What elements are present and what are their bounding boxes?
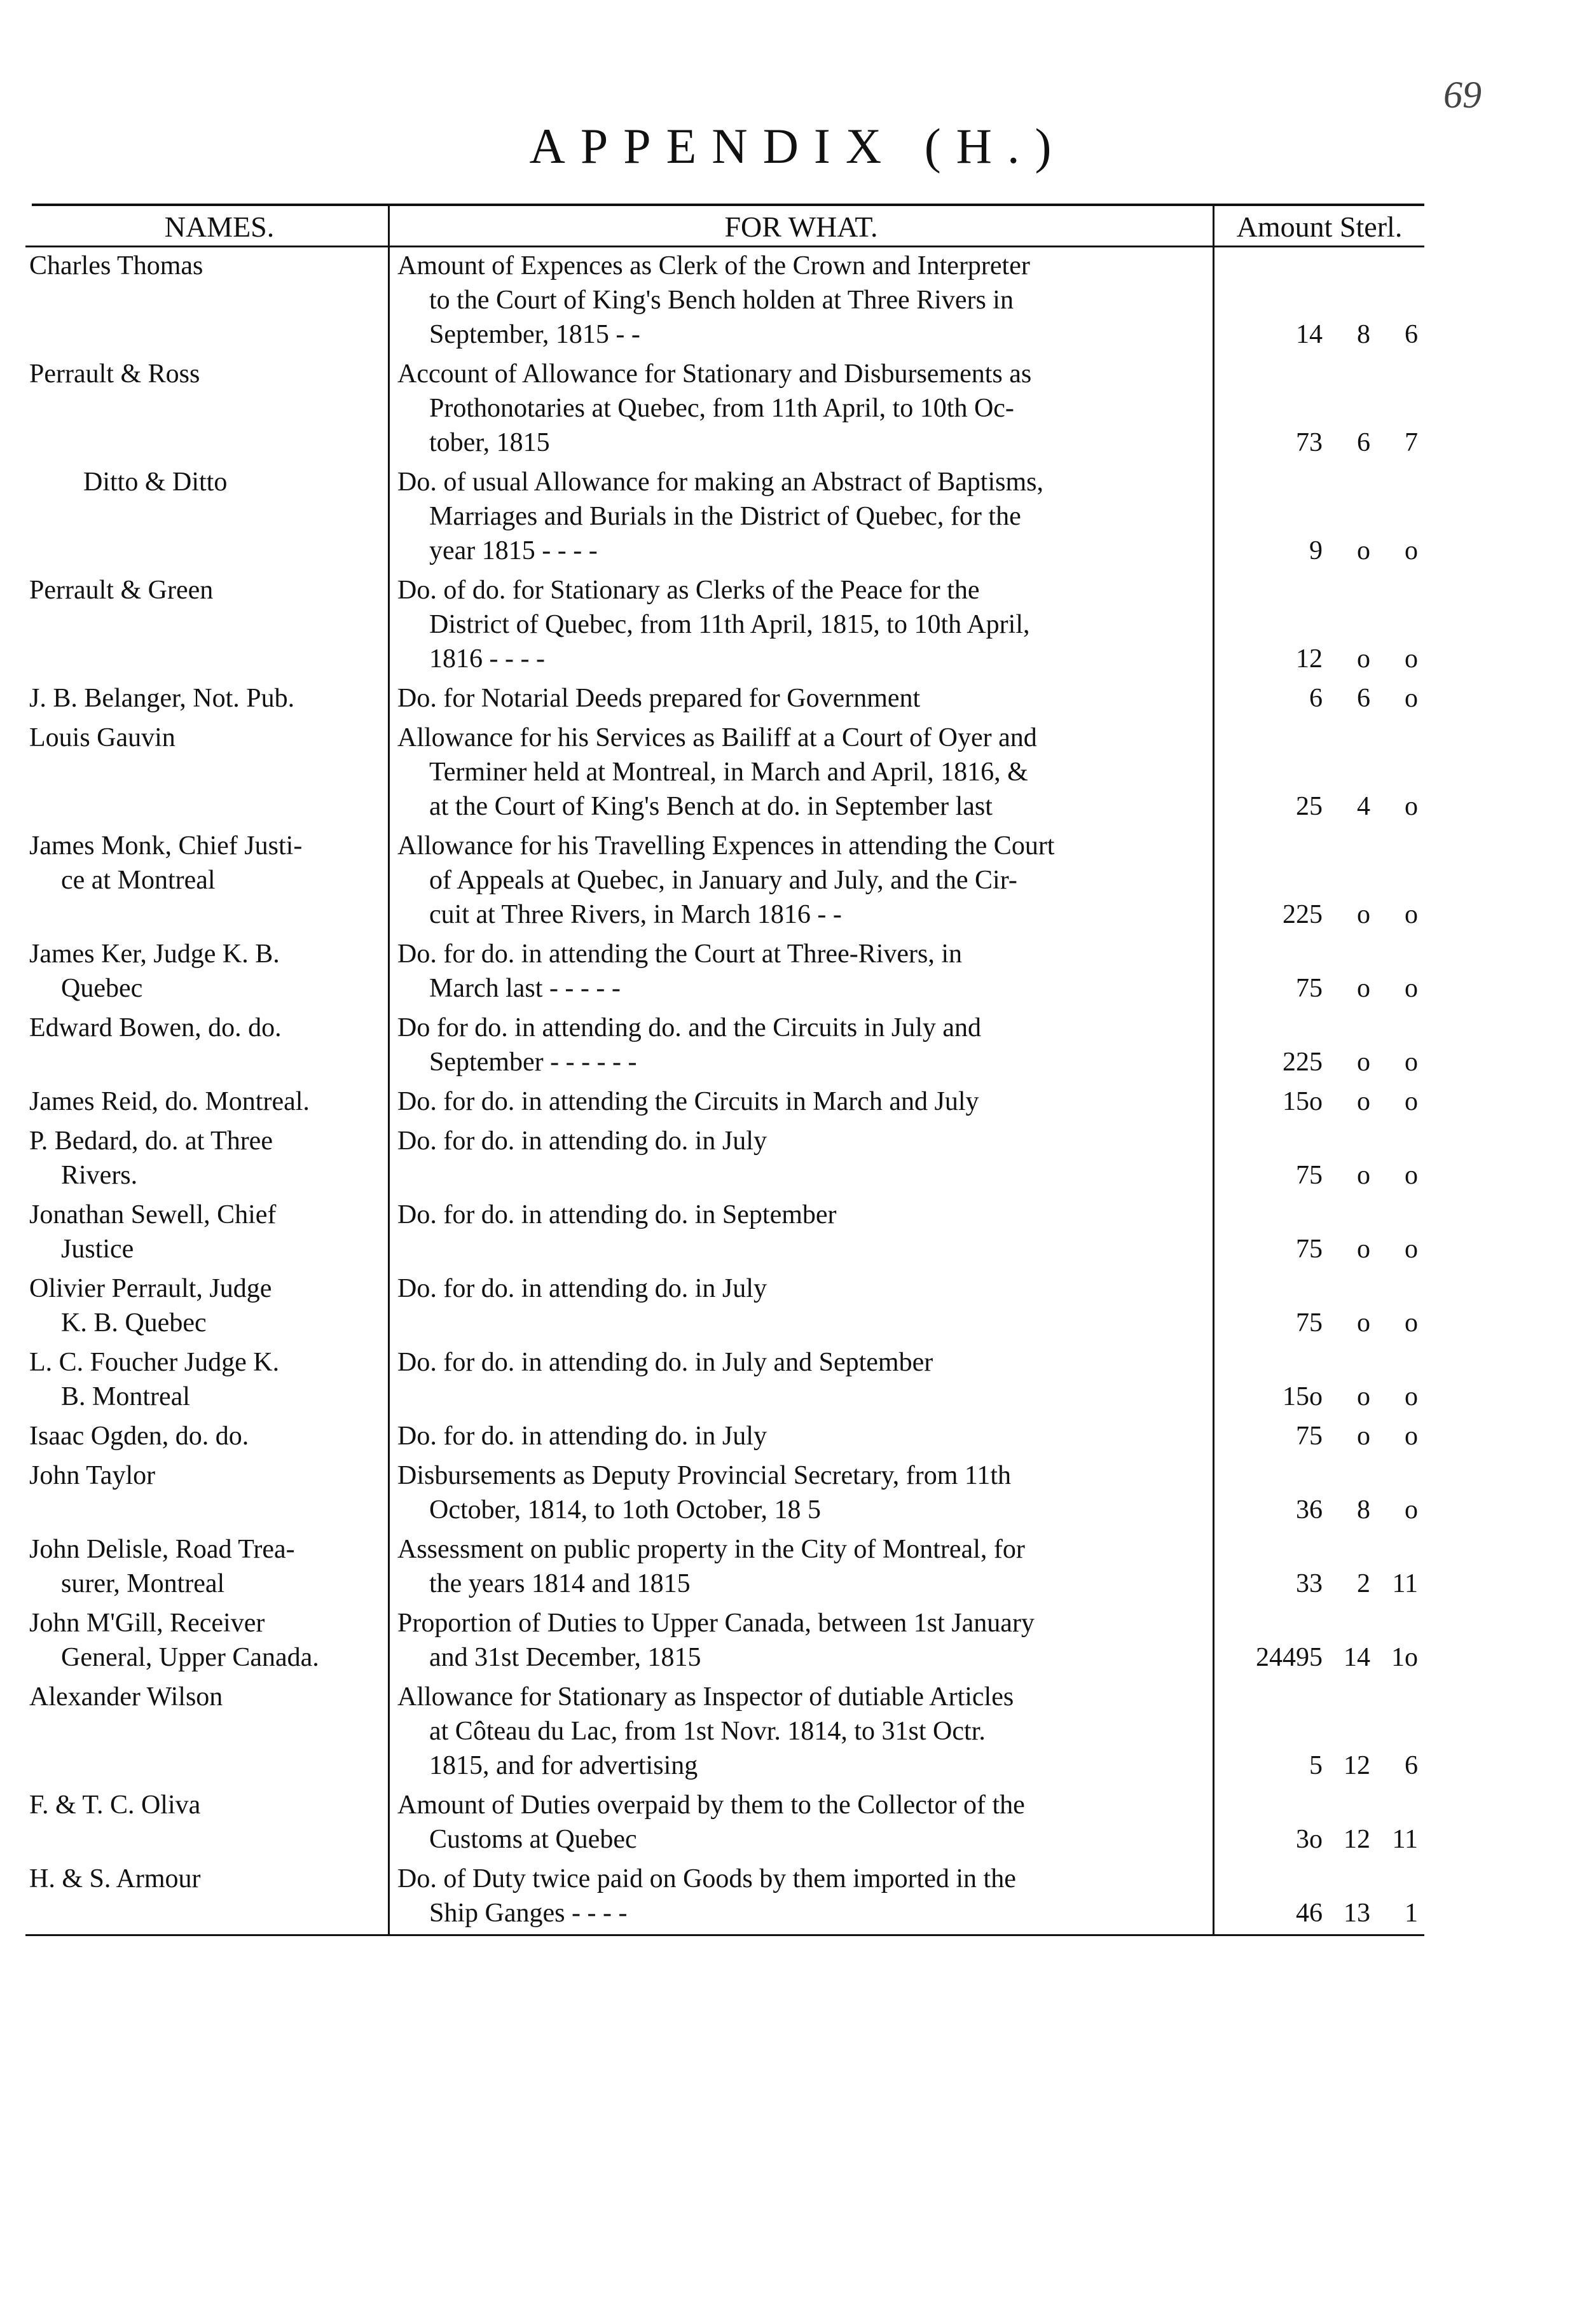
amount-cell — [1214, 1123, 1424, 1196]
amount-cell — [1214, 247, 1424, 356]
description-line: tober, 1815 — [429, 428, 550, 457]
amount-pounds: 24495 — [1256, 1643, 1323, 1672]
description-line: October, 1814, to 1oth October, 18 5 — [429, 1495, 822, 1525]
amount-values — [1211, 897, 1418, 932]
amount-values — [1211, 1822, 1418, 1857]
description-line: Proportion of Duties to Upper Canada, between 1st January — [397, 1609, 1035, 1638]
amount-pence: o — [1405, 792, 1418, 821]
amount-pounds: 75 — [1296, 974, 1323, 1003]
bottom-rule — [25, 1934, 1424, 1936]
amount-pounds: 9 — [1309, 536, 1323, 565]
description-cell — [388, 827, 1214, 936]
amount-cell — [1214, 1787, 1424, 1860]
names-header: NAMES. — [25, 206, 388, 247]
amount-pence: o — [1405, 536, 1418, 565]
amount-pounds: 75 — [1296, 1235, 1323, 1264]
description-cell — [388, 356, 1214, 464]
amount-pence: 7 — [1405, 428, 1418, 457]
description-line: Do. of do. for Stationary as Clerks of the Peace for the — [397, 576, 980, 605]
amount-cell — [1214, 1083, 1424, 1123]
amount-cell — [1214, 356, 1424, 464]
name-cell — [25, 1860, 388, 1934]
description-cell — [388, 1787, 1214, 1860]
amount-pounds: 33 — [1296, 1569, 1323, 1598]
amount-shillings: 2 — [1357, 1569, 1370, 1598]
description-line: Do. for Notarial Deeds prepared for Government — [397, 684, 921, 713]
name-line: L. C. Foucher Judge K. — [29, 1348, 280, 1377]
name-cell — [25, 827, 388, 936]
name-cell — [25, 1605, 388, 1679]
description-line: March last - - - - - — [429, 974, 621, 1003]
table-grid — [25, 206, 1424, 1934]
description-line: Ship Ganges - - - - — [429, 1899, 628, 1928]
amount-cell — [1214, 936, 1424, 1009]
description-cell — [388, 1083, 1214, 1123]
name-cell — [25, 1083, 388, 1123]
description-line: Do. for do. in attending do. in July — [397, 1422, 767, 1451]
name-cell — [25, 936, 388, 1009]
description-line: Account of Allowance for Stationary and Disbursements as — [397, 359, 1032, 389]
description-line: Terminer held at Montreal, in March and April, 1816, & — [429, 758, 1028, 787]
description-line: Allowance for Stationary as Inspector of dutiable Articles — [397, 1682, 1014, 1712]
description-cell — [388, 1418, 1214, 1457]
amount-shillings: o — [1357, 1422, 1370, 1451]
amount-cell — [1214, 1009, 1424, 1083]
amount-pence: 11 — [1392, 1569, 1418, 1598]
amount-shillings: 14 — [1344, 1643, 1370, 1672]
amount-shillings: 8 — [1357, 320, 1370, 349]
amount-shillings: o — [1357, 1087, 1370, 1116]
description-line: Do. for do. in attending the Circuits in March and July — [397, 1087, 979, 1116]
description-line: Amount of Duties overpaid by them to the Collector of the — [397, 1790, 1025, 1820]
name-line: Justice — [61, 1235, 134, 1264]
amount-values — [1211, 1380, 1418, 1414]
description-cell — [388, 1605, 1214, 1679]
name-cell — [25, 356, 388, 464]
name-line: H. & S. Armour — [29, 1864, 201, 1893]
amount-shillings: o — [1357, 644, 1370, 674]
name-line: B. Montreal — [61, 1382, 190, 1411]
amount-shillings: o — [1357, 900, 1370, 929]
amount-pounds: 15o — [1283, 1087, 1323, 1116]
amount-cell — [1214, 1605, 1424, 1679]
name-line: Charles Thomas — [29, 251, 203, 280]
description-line: Do. for do. in attending do. in July and September — [397, 1348, 933, 1377]
amount-pence: o — [1405, 1382, 1418, 1411]
name-line: Rivers. — [61, 1161, 138, 1190]
description-line: Assessment on public property in the City of Montreal, for — [397, 1535, 1025, 1564]
amount-pounds: 6 — [1309, 684, 1323, 713]
amount-pounds: 225 — [1283, 1048, 1323, 1077]
description-cell — [388, 1270, 1214, 1344]
description-line: Do. for do. in attending do. in September — [397, 1200, 837, 1229]
description-cell — [388, 680, 1214, 719]
description-line: Do for do. in attending do. and the Circuits in July and — [397, 1013, 982, 1042]
name-cell — [25, 1531, 388, 1605]
description-line: 1816 - - - - — [429, 644, 545, 674]
amount-shillings: 4 — [1357, 792, 1370, 821]
amount-values — [1211, 1640, 1418, 1675]
description-cell — [388, 247, 1214, 356]
name-cell — [25, 1418, 388, 1457]
description-line: Prothonotaries at Quebec, from 11th April, to 10th Oc- — [429, 394, 1014, 423]
name-line: Perrault & Green — [29, 576, 214, 605]
amount-shillings: o — [1357, 1308, 1370, 1338]
amount-pence: o — [1405, 1161, 1418, 1190]
amount-values — [1211, 789, 1418, 824]
amount-values — [1211, 1748, 1418, 1783]
name-line: Louis Gauvin — [29, 723, 175, 752]
name-line: General, Upper Canada. — [61, 1643, 319, 1672]
name-line: James Monk, Chief Justi- — [29, 831, 303, 861]
name-line: P. Bedard, do. at Three — [29, 1126, 273, 1156]
description-cell — [388, 1679, 1214, 1787]
description-line: Amount of Expences as Clerk of the Crown and Interpreter — [397, 251, 1030, 280]
amount-pence: o — [1405, 1087, 1418, 1116]
amount-pounds: 225 — [1283, 900, 1323, 929]
name-line: Perrault & Ross — [29, 359, 200, 389]
name-line: K. B. Quebec — [61, 1308, 207, 1338]
amount-pounds: 15o — [1283, 1382, 1323, 1411]
name-cell — [25, 1009, 388, 1083]
amount-pounds: 75 — [1296, 1422, 1323, 1451]
page-title: APPENDIX (H.) — [529, 118, 1067, 174]
amount-shillings: o — [1357, 974, 1370, 1003]
description-line: Allowance for his Services as Bailiff at a Court of Oyer and — [397, 723, 1037, 752]
amount-cell — [1214, 1344, 1424, 1418]
name-line: Alexander Wilson — [29, 1682, 223, 1712]
name-cell — [25, 1123, 388, 1196]
amount-pounds: 3o — [1296, 1825, 1323, 1854]
amount-cell — [1214, 1457, 1424, 1531]
name-line: F. & T. C. Oliva — [29, 1790, 201, 1820]
name-cell — [25, 1787, 388, 1860]
amount-values — [1211, 1493, 1418, 1527]
amount-values — [1211, 971, 1418, 1006]
description-cell — [388, 936, 1214, 1009]
name-cell — [25, 680, 388, 719]
amount-shillings: 12 — [1344, 1825, 1370, 1854]
amount-shillings: 13 — [1344, 1899, 1370, 1928]
name-cell — [25, 719, 388, 827]
amount-pence: 6 — [1405, 1751, 1418, 1780]
name-cell — [25, 464, 388, 572]
name-line: John M'Gill, Receiver — [29, 1609, 265, 1638]
amount-shillings: o — [1357, 536, 1370, 565]
description-line: at the Court of King's Bench at do. in September last — [429, 792, 993, 821]
amount-pence: 6 — [1405, 320, 1418, 349]
name-cell — [25, 1344, 388, 1418]
amount-shillings: o — [1357, 1161, 1370, 1190]
name-cell — [25, 1457, 388, 1531]
description-line: Disbursements as Deputy Provincial Secretary, from 11th — [397, 1461, 1011, 1490]
name-cell — [25, 1270, 388, 1344]
description-cell — [388, 1009, 1214, 1083]
description-line: September - - - - - - — [429, 1048, 637, 1077]
name-line: John Taylor — [29, 1461, 156, 1490]
name-line: J. B. Belanger, Not. Pub. — [29, 684, 295, 713]
description-line: Marriages and Burials in the District of Quebec, for the — [429, 502, 1021, 531]
description-line: Do. for do. in attending the Court at Three-Rivers, in — [397, 939, 963, 969]
amount-cell — [1214, 464, 1424, 572]
amount-cell — [1214, 1270, 1424, 1344]
appendix-table — [25, 204, 1424, 1936]
amount-pence: o — [1405, 644, 1418, 674]
amount-values — [1211, 1232, 1418, 1266]
description-cell — [388, 1344, 1214, 1418]
amount-pence: 1 — [1405, 1899, 1418, 1928]
name-cell — [25, 247, 388, 356]
name-line: Isaac Ogden, do. do. — [29, 1422, 249, 1451]
amount-values — [1211, 1084, 1418, 1119]
amount-shillings: 8 — [1357, 1495, 1370, 1525]
for-what-header: FOR WHAT. — [388, 206, 1214, 247]
amount-values — [1211, 681, 1418, 716]
amount-pence: o — [1405, 684, 1418, 713]
description-line: Do. of usual Allowance for making an Abstract of Baptisms, — [397, 467, 1043, 497]
description-line: cuit at Three Rivers, in March 1816 - - — [429, 900, 842, 929]
amount-pounds: 5 — [1309, 1751, 1323, 1780]
amount-shillings: 6 — [1357, 428, 1370, 457]
amount-cell — [1214, 680, 1424, 719]
amount-shillings: 6 — [1357, 684, 1370, 713]
amount-pence: o — [1405, 1422, 1418, 1451]
page-number: 69 — [1443, 74, 1482, 116]
name-line: surer, Montreal — [61, 1569, 225, 1598]
name-cell — [25, 1679, 388, 1787]
amount-header: Amount Sterl. — [1214, 206, 1424, 247]
amount-pounds: 73 — [1296, 428, 1323, 457]
amount-shillings: 12 — [1344, 1751, 1370, 1780]
amount-pence: 11 — [1392, 1825, 1418, 1854]
description-cell — [388, 1123, 1214, 1196]
description-line: at Côteau du Lac, from 1st Novr. 1814, to 31st Octr. — [429, 1717, 986, 1746]
amount-pence: o — [1405, 900, 1418, 929]
description-line: 1815, and for advertising — [429, 1751, 698, 1780]
amount-values — [1211, 426, 1418, 460]
amount-cell — [1214, 1860, 1424, 1934]
amount-pounds: 12 — [1296, 644, 1323, 674]
description-line: Do. for do. in attending do. in July — [397, 1126, 767, 1156]
amount-cell — [1214, 1196, 1424, 1270]
description-cell — [388, 1457, 1214, 1531]
description-line: and 31st December, 1815 — [429, 1643, 701, 1672]
name-line: Ditto & Ditto — [83, 467, 228, 497]
name-line: John Delisle, Road Trea- — [29, 1535, 295, 1564]
name-line: Olivier Perrault, Judge — [29, 1274, 272, 1303]
amount-values — [1211, 1896, 1418, 1930]
amount-shillings: o — [1357, 1382, 1370, 1411]
amount-pence: o — [1405, 1308, 1418, 1338]
description-cell — [388, 464, 1214, 572]
description-line: the years 1814 and 1815 — [429, 1569, 691, 1598]
description-cell — [388, 572, 1214, 680]
amount-cell — [1214, 1531, 1424, 1605]
name-line: ce at Montreal — [61, 866, 216, 895]
amount-cell — [1214, 572, 1424, 680]
amount-pence: o — [1405, 1235, 1418, 1264]
amount-values — [1211, 1419, 1418, 1453]
amount-values — [1211, 317, 1418, 352]
description-line: year 1815 - - - - — [429, 536, 598, 565]
amount-pence: o — [1405, 1495, 1418, 1525]
description-line: District of Quebec, from 11th April, 1815, to 10th April, — [429, 610, 1030, 639]
name-cell — [25, 572, 388, 680]
amount-cell — [1214, 827, 1424, 936]
description-line: of Appeals at Quebec, in January and July, and the Cir- — [429, 866, 1017, 895]
amount-values — [1211, 1158, 1418, 1193]
name-line: Quebec — [61, 974, 143, 1003]
amount-cell — [1214, 719, 1424, 827]
amount-pounds: 75 — [1296, 1308, 1323, 1338]
name-line: James Reid, do. Montreal. — [29, 1087, 310, 1116]
amount-values — [1211, 1567, 1418, 1601]
amount-values — [1211, 1306, 1418, 1340]
amount-values — [1211, 642, 1418, 676]
description-line: Customs at Quebec — [429, 1825, 637, 1854]
amount-pounds: 46 — [1296, 1899, 1323, 1928]
description-cell — [388, 1196, 1214, 1270]
amount-shillings: o — [1357, 1235, 1370, 1264]
description-line: September, 1815 - - — [429, 320, 640, 349]
amount-pounds: 25 — [1296, 792, 1323, 821]
description-cell — [388, 1860, 1214, 1934]
name-line: Jonathan Sewell, Chief — [29, 1200, 277, 1229]
description-line: to the Court of King's Bench holden at Three Rivers in — [429, 286, 1014, 315]
amount-pounds: 36 — [1296, 1495, 1323, 1525]
description-line: Allowance for his Travelling Expences in attending the Court — [397, 831, 1055, 861]
amount-pounds: 75 — [1296, 1161, 1323, 1190]
amount-cell — [1214, 1418, 1424, 1457]
description-line: Do. of Duty twice paid on Goods by them imported in the — [397, 1864, 1016, 1893]
description-cell — [388, 1531, 1214, 1605]
name-cell — [25, 1196, 388, 1270]
name-line: James Ker, Judge K. B. — [29, 939, 280, 969]
amount-pence: o — [1405, 974, 1418, 1003]
amount-cell — [1214, 1679, 1424, 1787]
amount-values — [1211, 534, 1418, 568]
amount-pence: 1o — [1391, 1643, 1418, 1672]
amount-pence: o — [1405, 1048, 1418, 1077]
amount-pounds: 14 — [1296, 320, 1323, 349]
amount-values — [1211, 1045, 1418, 1079]
description-line: Do. for do. in attending do. in July — [397, 1274, 767, 1303]
description-cell — [388, 719, 1214, 827]
name-line: Edward Bowen, do. do. — [29, 1013, 282, 1042]
amount-shillings: o — [1357, 1048, 1370, 1077]
